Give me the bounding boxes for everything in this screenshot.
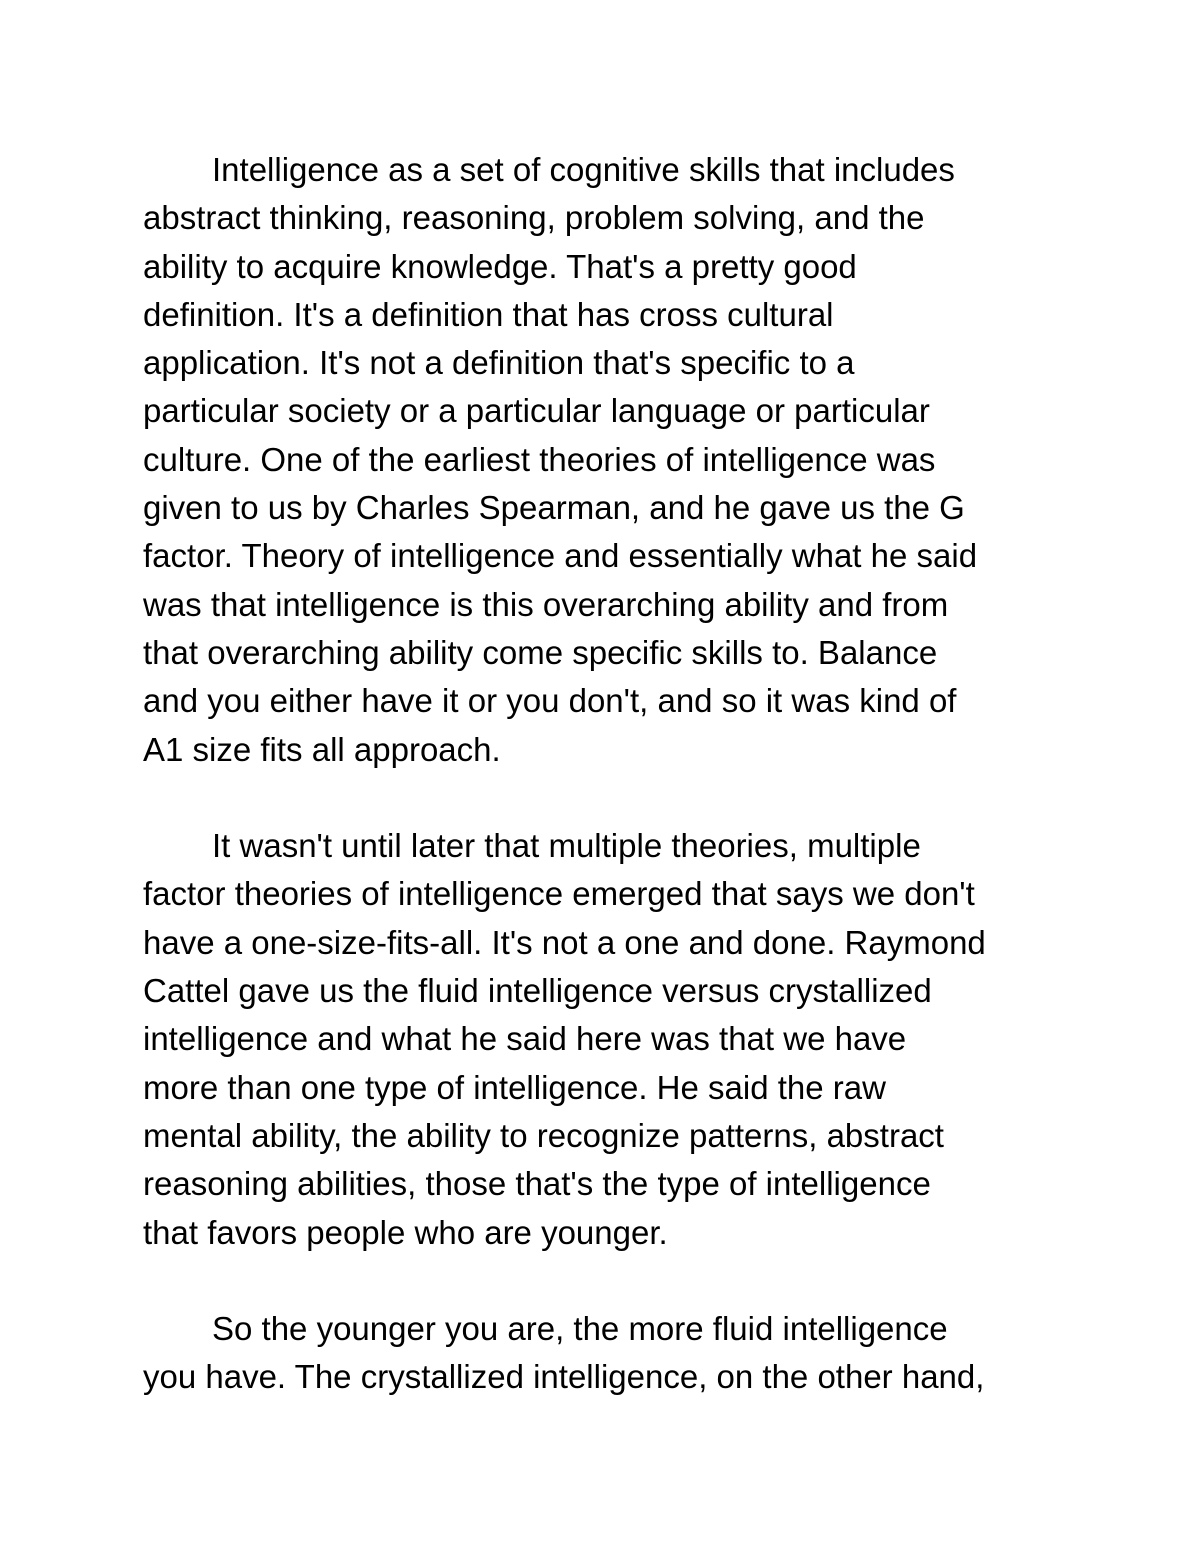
text-line: that favors people who are younger. <box>143 1213 668 1251</box>
text-line: that overarching ability come specific skills to. Balance <box>143 633 938 671</box>
paragraph-2 <box>143 822 1063 1257</box>
text-line: It wasn't until later that multiple theories, multiple <box>212 827 921 865</box>
text-line: abstract thinking, reasoning, problem solving, and the <box>143 199 925 237</box>
document-body <box>143 146 1063 1402</box>
text-line: more than one type of intelligence. He said the raw <box>143 1068 886 1106</box>
text-line: reasoning abilities, those that's the type of intelligence <box>143 1165 931 1203</box>
paragraph-1 <box>143 146 1063 774</box>
text-line: mental ability, the ability to recognize patterns, abstract <box>143 1116 944 1154</box>
text-line: ability to acquire knowledge. That's a pretty good <box>143 247 857 285</box>
text-line: Cattel gave us the fluid intelligence versus crystallized <box>143 972 932 1010</box>
text-line: factor theories of intelligence emerged that says we don't <box>143 875 975 913</box>
paragraph-3 <box>143 1305 1063 1402</box>
text-line: Intelligence as a set of cognitive skills that includes <box>212 151 955 188</box>
text-line: you have. The crystallized intelligence, on the other hand, <box>143 1358 985 1396</box>
text-line: have a one-size-fits-all. It's not a one and done. Raymond <box>143 923 986 961</box>
text-line: was that intelligence is this overarching ability and from <box>143 585 949 623</box>
text-line: factor. Theory of intelligence and essentially what he said <box>143 537 978 575</box>
text-line: and you either have it or you don't, and so it was kind of <box>143 682 957 720</box>
text-line: application. It's not a definition that's specific to a <box>143 344 855 382</box>
text-line: culture. One of the earliest theories of intelligence was <box>143 440 936 478</box>
text-line: So the younger you are, the more fluid intelligence <box>212 1310 948 1348</box>
text-line: given to us by Charles Spearman, and he gave us the G <box>143 489 965 527</box>
text-line: definition. It's a definition that has cross cultural <box>143 295 834 333</box>
text-line: intelligence and what he said here was that we have <box>143 1020 907 1058</box>
text-line: particular society or a particular language or particular <box>143 392 930 430</box>
text-line: A1 size fits all approach. <box>143 730 501 768</box>
